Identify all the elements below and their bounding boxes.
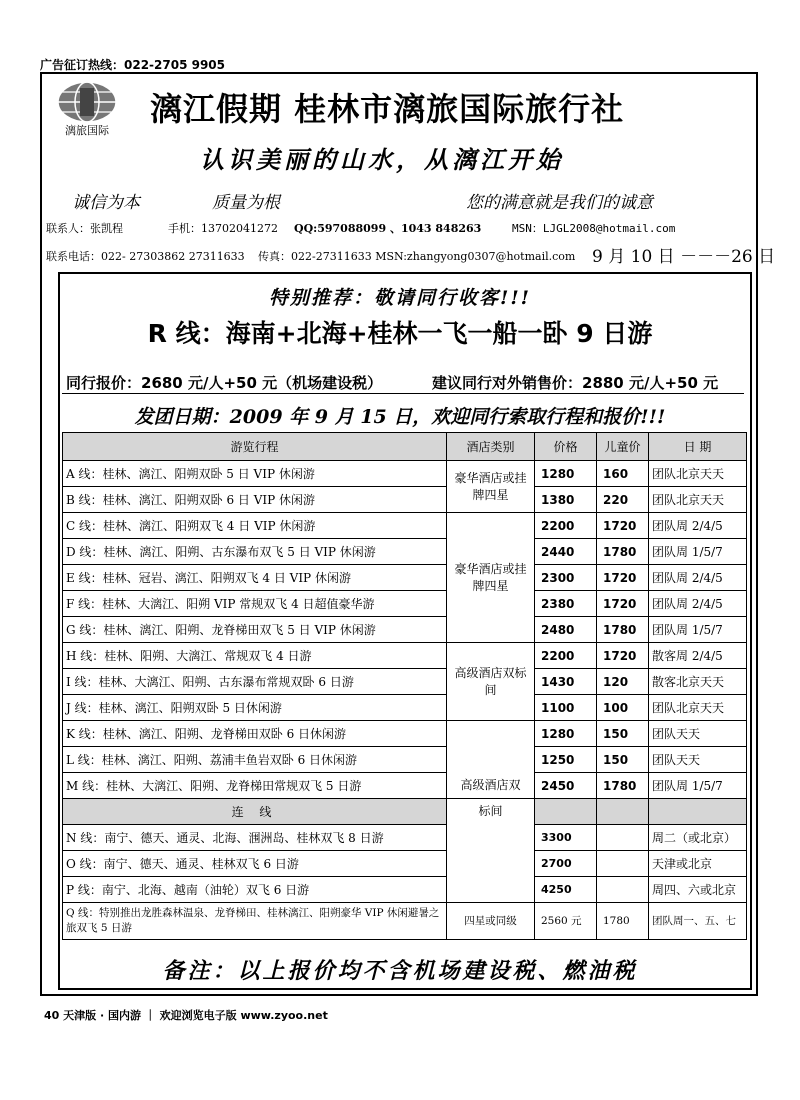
price-cell: 2560 元 <box>535 903 597 940</box>
route-cell: E 线：桂林、冠岩、漓江、阳朔双飞 4 日 VIP 休闲游 <box>63 565 447 591</box>
contact-person: 联系人：张凯程 <box>46 222 123 235</box>
empty-cell <box>597 799 649 825</box>
table-row <box>63 513 747 539</box>
route-cell: F 线：桂林、大漓江、阳朔 VIP 常规双飞 4 日超值豪华游 <box>63 591 447 617</box>
table-row <box>63 773 747 799</box>
table-row <box>63 903 747 940</box>
contact-phone: 联系电话：022- 27303862 27311633 <box>46 250 245 263</box>
route-cell: K 线：桂林、漓江、阳朔、龙脊梯田双卧 6 日休闲游 <box>63 721 447 747</box>
child-price-cell: 1780 <box>597 617 649 643</box>
table-row <box>63 747 747 773</box>
route-cell: A 线：桂林、漓江、阳朔双卧 5 日 VIP 休闲游 <box>63 461 447 487</box>
contact-fax: 传真：022-27311633 MSN:zhangyong0307@hotmail.com <box>258 250 576 263</box>
section-label: 连 线 <box>63 799 447 825</box>
price-cell: 2300 <box>535 565 597 591</box>
child-price-cell: 1780 <box>597 903 649 940</box>
route-cell: M 线：桂林、大漓江、阳朔、龙脊梯田常规双飞 5 日游 <box>63 773 447 799</box>
date-cell: 团队北京天天 <box>649 487 747 513</box>
table-header-row <box>63 433 747 461</box>
child-price-cell: 1720 <box>597 643 649 669</box>
table-row <box>63 851 747 877</box>
date-cell: 团队北京天天 <box>649 461 747 487</box>
motto-quality: 质量为根 <box>212 193 280 213</box>
special-recommendation: 特别推荐：敬请同行收客!!! <box>268 287 532 309</box>
col-header-price: 价格 <box>535 433 597 461</box>
child-price-cell: 1720 <box>597 565 649 591</box>
route-cell: L 线：桂林、漓江、阳朔、荔浦丰鱼岩双卧 6 日休闲游 <box>63 747 447 773</box>
motto-satisfaction: 您的满意就是我们的诚意 <box>466 193 653 213</box>
date-cell: 团队天天 <box>649 747 747 773</box>
contact-msn: MSN：LJGL2008@hotmail.com <box>512 222 676 235</box>
ad-hotline: 广告征订热线：022-2705 9905 <box>40 58 226 72</box>
hotel-cell: 豪华酒店或挂牌四星 <box>447 513 535 643</box>
peer-price: 同行报价：2680 元/人+50 元（机场建设税） <box>66 374 383 392</box>
price-cell: 1250 <box>535 747 597 773</box>
table-row <box>63 617 747 643</box>
price-cell: 1380 <box>535 487 597 513</box>
child-price-cell: 1720 <box>597 513 649 539</box>
col-header-hotel: 酒店类别 <box>447 433 535 461</box>
price-cell: 3300 <box>535 825 597 851</box>
price-cell: 2480 <box>535 617 597 643</box>
date-cell: 天津或北京 <box>649 851 747 877</box>
route-cell: I 线：桂林、大漓江、阳朔、古东瀑布常规双卧 6 日游 <box>63 669 447 695</box>
hotel-cell: 豪华酒店或挂牌四星 <box>447 461 535 513</box>
child-price-cell: 150 <box>597 747 649 773</box>
col-header-route: 游览行程 <box>63 433 447 461</box>
table-row <box>63 539 747 565</box>
child-price-cell: 120 <box>597 669 649 695</box>
price-cell: 1280 <box>535 461 597 487</box>
table-row <box>63 695 747 721</box>
date-cell: 团队周 1/5/7 <box>649 539 747 565</box>
date-cell: 团队天天 <box>649 721 747 747</box>
price-divider <box>62 393 744 394</box>
table-row <box>63 877 747 903</box>
agency-title: 漓江假期 桂林市漓旅国际旅行社 <box>150 90 625 128</box>
table-row <box>63 721 747 747</box>
price-cell: 2200 <box>535 513 597 539</box>
route-cell: O 线：南宁、德天、通灵、桂林双飞 6 日游 <box>63 851 447 877</box>
route-cell: H 线：桂林、阳朔、大漓江、常规双飞 4 日游 <box>63 643 447 669</box>
child-price-cell: 1720 <box>597 591 649 617</box>
route-cell: N 线：南宁、德天、通灵、北海、涠洲岛、桂林双飞 8 日游 <box>63 825 447 851</box>
date-cell: 团队周 2/4/5 <box>649 591 747 617</box>
table-row <box>63 487 747 513</box>
price-cell: 1430 <box>535 669 597 695</box>
date-cell: 团队周 1/5/7 <box>649 617 747 643</box>
contact-qq: QQ:597088099 、1043 848263 <box>294 222 482 235</box>
price-cell: 2200 <box>535 643 597 669</box>
child-price-cell: 100 <box>597 695 649 721</box>
motto-integrity: 诚信为本 <box>72 193 140 213</box>
date-cell: 散客北京天天 <box>649 669 747 695</box>
page-footer: 40 天津版 · 国内游 ｜ 欢迎浏览电子版 www.zyoo.net <box>44 1009 328 1022</box>
col-header-child: 儿童价 <box>597 433 649 461</box>
route-r-title: R 线：海南+北海+桂林一飞一船一卧 9 日游 <box>147 319 653 348</box>
suggested-price: 建议同行对外销售价：2880 元/人+50 元 <box>432 374 719 392</box>
hotel-cell: 高级酒店双标间 <box>447 643 535 721</box>
remark-note: 备注：以上报价均不含机场建设税、燃油税 <box>162 958 638 984</box>
section-row-linked <box>63 799 747 825</box>
route-cell: G 线：桂林、漓江、阳朔、龙脊梯田双飞 5 日 VIP 休闲游 <box>63 617 447 643</box>
date-cell: 散客周 2/4/5 <box>649 643 747 669</box>
date-cell: 周二（或北京） <box>649 825 747 851</box>
price-cell: 1100 <box>535 695 597 721</box>
child-price-cell <box>597 825 649 851</box>
route-cell: P 线：南宁、北海、越南（油轮）双飞 6 日游 <box>63 877 447 903</box>
price-cell: 2700 <box>535 851 597 877</box>
date-cell: 团队北京天天 <box>649 695 747 721</box>
child-price-cell: 1780 <box>597 773 649 799</box>
child-price-cell: 1780 <box>597 539 649 565</box>
route-cell: Q 线：特别推出龙胜森林温泉、龙脊梯田、桂林漓江、阳朔豪华 VIP 休闲避暑之旅双飞 5 日游 <box>63 903 447 940</box>
child-price-cell: 150 <box>597 721 649 747</box>
date-range: 9 月 10 日 －－－26 日 <box>592 247 776 267</box>
price-cell: 2450 <box>535 773 597 799</box>
child-price-cell <box>597 851 649 877</box>
table-row <box>63 669 747 695</box>
route-cell: B 线：桂林、漓江、阳朔双卧 6 日 VIP 休闲游 <box>63 487 447 513</box>
empty-cell <box>535 799 597 825</box>
route-cell: J 线：桂林、漓江、阳朔双卧 5 日休闲游 <box>63 695 447 721</box>
route-cell: D 线：桂林、漓江、阳朔、古东瀑布双飞 5 日 VIP 休闲游 <box>63 539 447 565</box>
table-row <box>63 825 747 851</box>
slogan: 认识美丽的山水，从漓江开始 <box>200 145 564 174</box>
table-row <box>63 461 747 487</box>
price-cell: 4250 <box>535 877 597 903</box>
date-cell: 周四、六或北京 <box>649 877 747 903</box>
empty-cell <box>649 799 747 825</box>
price-cell: 1280 <box>535 721 597 747</box>
departure-date: 发团日期：2009 年 9 月 15 日，欢迎同行索取行程和报价!!! <box>134 406 666 428</box>
date-cell: 团队周 2/4/5 <box>649 565 747 591</box>
table-row <box>63 591 747 617</box>
child-price-cell: 220 <box>597 487 649 513</box>
itinerary-table <box>62 432 747 940</box>
child-price-cell: 160 <box>597 461 649 487</box>
col-header-date: 日 期 <box>649 433 747 461</box>
contact-mobile: 手机：13702041272 <box>168 222 278 235</box>
logo-caption: 漓旅国际 <box>65 124 109 137</box>
table-row <box>63 565 747 591</box>
route-cell: C 线：桂林、漓江、阳朔双飞 4 日 VIP 休闲游 <box>63 513 447 539</box>
table-row <box>63 643 747 669</box>
price-cell: 2380 <box>535 591 597 617</box>
child-price-cell <box>597 877 649 903</box>
hotel-cell: 高级酒店双 <box>447 721 535 799</box>
date-cell: 团队周 2/4/5 <box>649 513 747 539</box>
date-cell: 团队周一、五、七 <box>649 903 747 940</box>
date-cell: 团队周 1/5/7 <box>649 773 747 799</box>
hotel-cell: 标间 <box>447 799 535 903</box>
hotel-cell: 四星或同级 <box>447 903 535 940</box>
price-cell: 2440 <box>535 539 597 565</box>
